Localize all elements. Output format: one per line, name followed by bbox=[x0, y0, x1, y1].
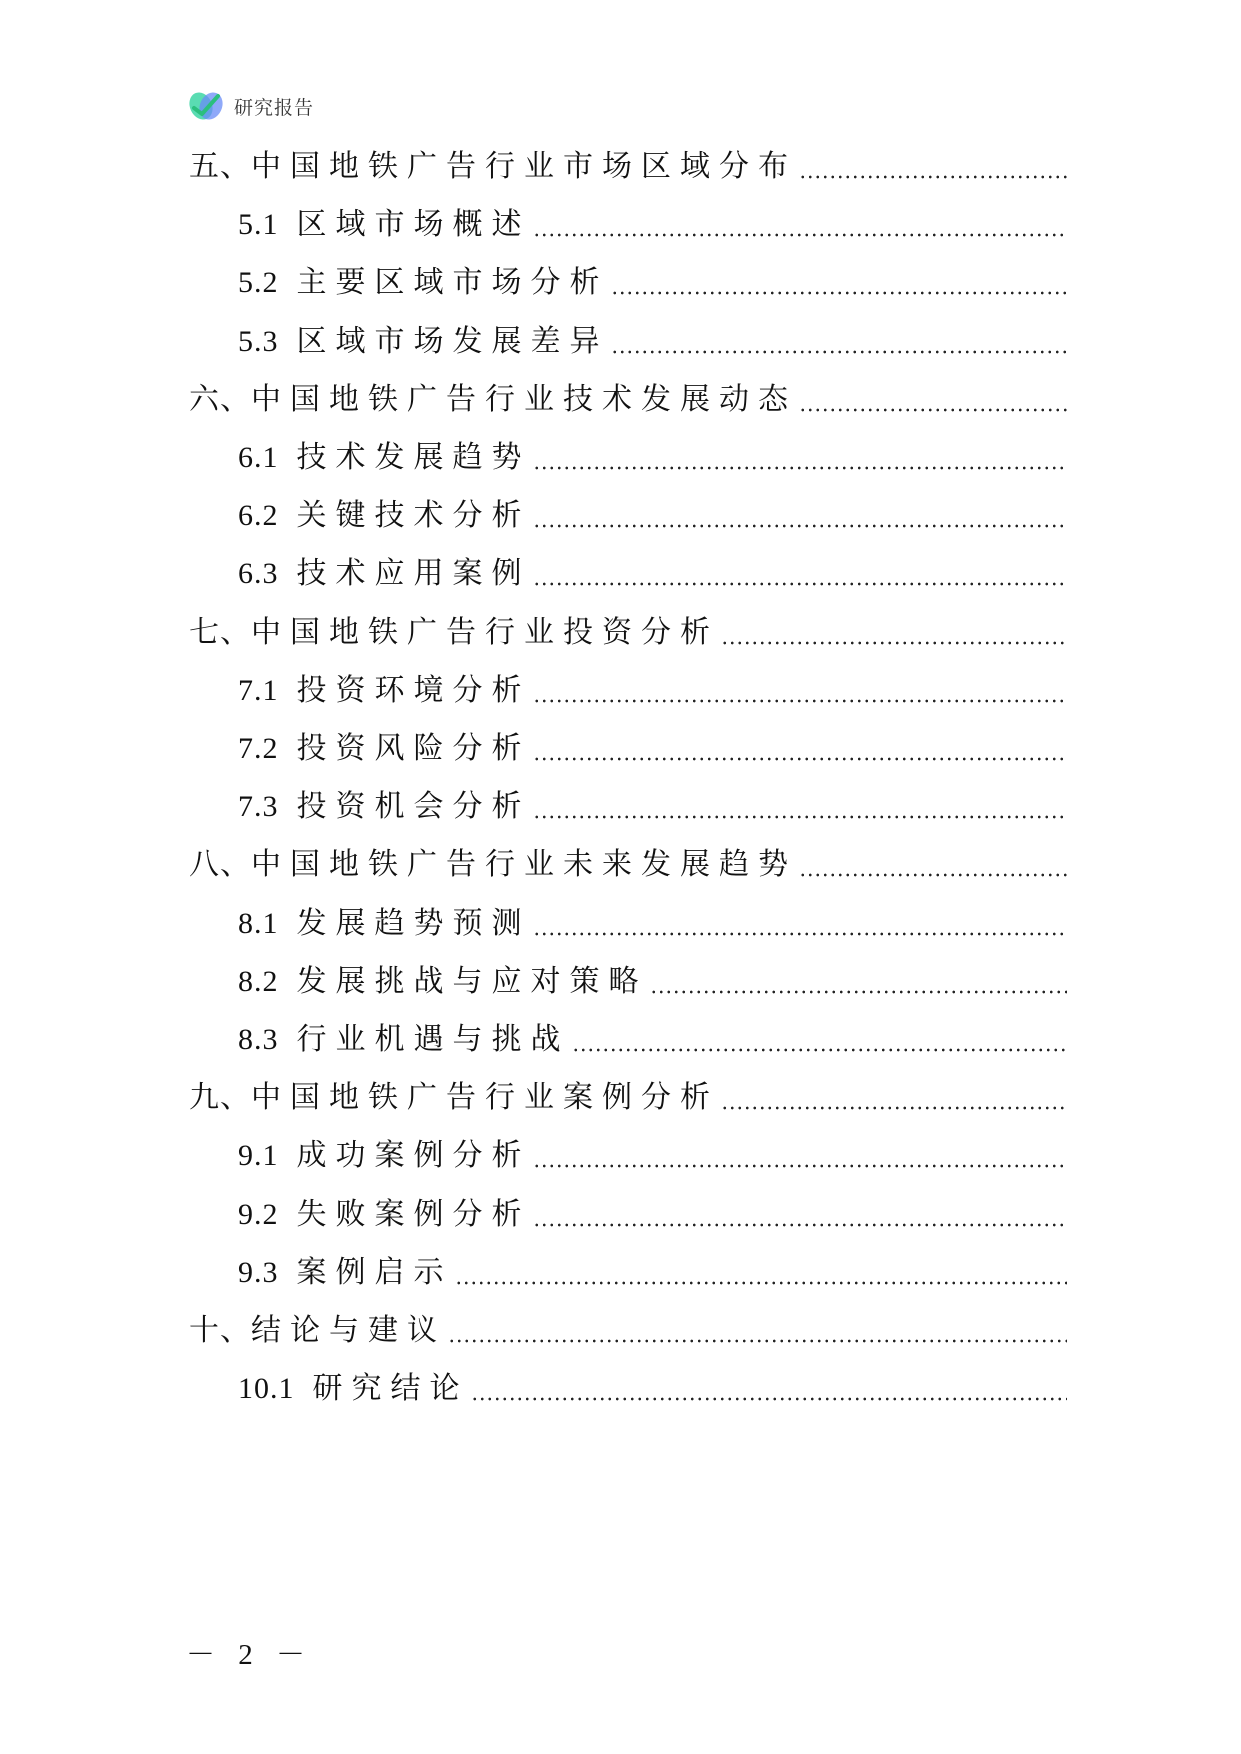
toc-section-entry bbox=[238, 203, 1067, 247]
toc-entry-number: 8.2 bbox=[238, 964, 279, 998]
toc-dot-leader bbox=[455, 1280, 1068, 1286]
toc-entry-title: 失败案例分析 bbox=[296, 1196, 531, 1232]
toc-section-entry bbox=[238, 902, 1067, 946]
toc-dot-leader bbox=[650, 989, 1068, 995]
toc-entry-title: 技术发展趋势 bbox=[296, 440, 531, 475]
toc-chapter-entry bbox=[189, 1309, 1067, 1353]
toc-entry-number: 9.2 bbox=[238, 1197, 279, 1231]
toc-section-entry bbox=[238, 669, 1067, 713]
toc-entry-number: 五、 bbox=[189, 150, 251, 183]
toc-entry-title: 投资环境分析 bbox=[296, 672, 531, 708]
toc-dot-leader bbox=[611, 349, 1068, 355]
toc-section-entry bbox=[238, 785, 1067, 829]
toc-entry-title: 主要区域市场分析 bbox=[296, 265, 609, 301]
toc-entry-title: 技术应用案例 bbox=[296, 556, 531, 592]
toc-dot-leader bbox=[533, 698, 1068, 704]
toc-dot-leader bbox=[611, 290, 1068, 296]
toc-entry-title: 中国地铁广告行业案例分析 bbox=[251, 1080, 719, 1116]
toc-chapter-entry bbox=[189, 145, 1067, 189]
toc-entry-number: 9.3 bbox=[238, 1255, 279, 1289]
toc-entry-title: 行业机遇与挑战 bbox=[296, 1022, 570, 1057]
toc-entry-number: 5.1 bbox=[238, 208, 279, 242]
toc-entry-number: 7.2 bbox=[238, 732, 279, 765]
toc-chapter-entry bbox=[189, 843, 1067, 887]
toc-entry-title: 区域市场发展差异 bbox=[296, 323, 609, 359]
toc-section-entry bbox=[238, 727, 1067, 771]
toc-dot-leader bbox=[799, 407, 1067, 413]
toc-entry-title: 案例启示 bbox=[296, 1254, 453, 1290]
toc-dot-leader bbox=[721, 1105, 1067, 1111]
toc-section-entry bbox=[238, 1018, 1067, 1062]
toc-dot-leader bbox=[533, 814, 1068, 820]
toc-dot-leader bbox=[533, 1163, 1068, 1169]
toc-entry-number: 八、 bbox=[189, 848, 251, 882]
toc-chapter-entry bbox=[189, 1076, 1067, 1120]
toc-chapter-entry bbox=[189, 611, 1067, 655]
toc-dot-leader bbox=[533, 931, 1068, 937]
toc-entry-number: 七、 bbox=[189, 615, 251, 649]
toc-dot-leader bbox=[533, 1222, 1068, 1228]
toc-entry-number: 6.1 bbox=[238, 441, 279, 474]
toc-entry-title: 结论与建议 bbox=[251, 1313, 446, 1348]
toc-dot-leader bbox=[533, 465, 1068, 471]
toc-entry-number: 7.1 bbox=[238, 673, 279, 707]
toc-chapter-entry bbox=[189, 378, 1067, 422]
toc-entry-number: 九、 bbox=[189, 1081, 251, 1115]
toc-entry-title: 投资机会分析 bbox=[296, 789, 531, 825]
toc-dot-leader bbox=[533, 581, 1068, 587]
toc-section-entry bbox=[238, 1367, 1067, 1411]
toc-section-entry bbox=[238, 320, 1067, 364]
toc-section-entry bbox=[238, 1193, 1067, 1237]
toc-dot-leader bbox=[471, 1396, 1068, 1402]
toc-dot-leader bbox=[533, 756, 1068, 762]
toc-entry-title: 成功案例分析 bbox=[296, 1138, 531, 1174]
toc-section-entry bbox=[238, 436, 1067, 480]
toc-entry-number: 8.3 bbox=[238, 1023, 279, 1056]
toc-dot-leader bbox=[721, 640, 1067, 646]
toc-entry-number: 六、 bbox=[189, 382, 251, 416]
toc-entry-title: 关键技术分析 bbox=[296, 498, 531, 534]
toc-section-entry bbox=[238, 960, 1067, 1004]
toc-section-entry bbox=[238, 494, 1067, 538]
toc-entry-number: 6.3 bbox=[238, 557, 279, 591]
toc-entry-title: 中国地铁广告行业投资分析 bbox=[251, 614, 719, 650]
toc-entry-title: 中国地铁广告行业未来发展趋势 bbox=[251, 847, 797, 883]
toc-entry-number: 8.1 bbox=[238, 906, 279, 940]
toc-section-entry bbox=[238, 1134, 1067, 1178]
toc-entry-number: 5.3 bbox=[238, 324, 279, 358]
toc-entry-number: 7.3 bbox=[238, 790, 279, 824]
toc-entry-title: 发展挑战与应对策略 bbox=[296, 963, 648, 999]
toc-entry-number: 十、 bbox=[189, 1314, 251, 1347]
toc-dot-leader bbox=[572, 1047, 1068, 1053]
toc-entry-title: 研究结论 bbox=[312, 1371, 469, 1407]
toc-entry-title: 中国地铁广告行业市场区域分布 bbox=[251, 149, 797, 184]
toc-entry-number: 6.2 bbox=[238, 499, 279, 533]
toc-section-entry bbox=[238, 552, 1067, 596]
toc-dot-leader bbox=[799, 872, 1067, 878]
toc-entry-number: 9.1 bbox=[238, 1139, 279, 1173]
toc-entry-title: 投资风险分析 bbox=[296, 731, 531, 766]
toc-entry-title: 发展趋势预测 bbox=[296, 905, 531, 941]
toc-section-entry bbox=[238, 1251, 1067, 1295]
page-number: － 2 － bbox=[186, 1639, 314, 1671]
toc-dot-leader bbox=[533, 232, 1068, 238]
toc-entry-number: 10.1 bbox=[238, 1372, 295, 1406]
toc-entry-title: 中国地铁广告行业技术发展动态 bbox=[251, 381, 797, 417]
toc-entry-title: 区域市场概述 bbox=[296, 207, 531, 243]
header-title: 研究报告 bbox=[234, 96, 315, 119]
toc-dot-leader bbox=[533, 523, 1068, 529]
toc-dot-leader bbox=[448, 1338, 1067, 1344]
toc-dot-leader bbox=[799, 174, 1067, 180]
toc-section-entry bbox=[238, 261, 1067, 305]
toc-entry-number: 5.2 bbox=[238, 266, 279, 300]
